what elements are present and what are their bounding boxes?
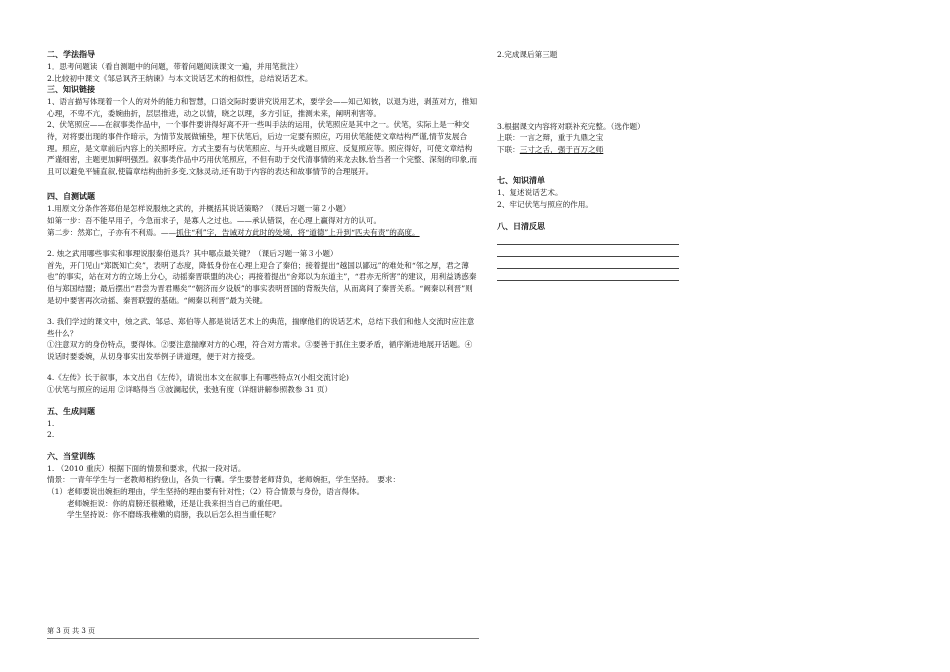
study-guide-item-2: 2.比较初中课文《邹忌讽齐王纳谏》与本文说话艺术的相似性，总结说话艺术。 (47, 73, 313, 83)
section-title-generated-questions: 五、生成问题 (47, 406, 95, 416)
self-test-question-3: 3. 我们学过的课文中，烛之武、邹忌、郑伯等人都是说话艺术上的典范，揣摩他们的说话艺术，总结下我们和他人交流时应注意些什么？ (47, 317, 475, 338)
self-test-question-2: 2. 烛之武用哪些事实和事理说服秦伯退兵？其中哪点最关键？（课后习题一第３小题） (47, 249, 338, 259)
left-column (47, 49, 479, 521)
section-title-daily-reflection: 八、日清反思 (497, 221, 545, 231)
section-title-study-guide: 二、学法指导 (47, 50, 95, 59)
couplet-first-line: 上联：一言之辩，重于九鼎之宝 (497, 133, 604, 143)
section-title-knowledge-list: 七、知识清单 (497, 176, 545, 186)
generated-question-2: 2. (47, 430, 55, 440)
self-test-answer-3: ①注意双方的身份特点，要得体。②要注意揣摩对方的心理，符合对方需求。③要善于抓住主要矛盾，循序渐进地展开话题。④说话时要委婉，从切身事实出发举例子讲道理，便于对方接受。 (47, 340, 473, 361)
practice-requirements: （1）老师要说出婉拒的理由，学生坚持的理由要有针对性；（2）符合情景与身份，语言得体。 (47, 487, 365, 497)
couplet-second-prefix: 下联： (497, 144, 520, 154)
knowledge-list-item-2: 2、牢记伏笔与照应的作用。 (497, 199, 593, 209)
answer-step-2-prefix: 第二步：然郑亡，子亦有不利焉。—— (47, 227, 177, 237)
answer-step-2-underlined: 抓住“利”字，告诫对方此时的处境，将“道德”上升到“匹夫有责”的高度。 (176, 227, 420, 237)
page-footer: 第 3 页 共 3 页 (47, 627, 96, 635)
reflection-line-4[interactable] (497, 269, 679, 281)
self-test-answer-2: 首先，开门见山“郑既知亡矣”，表明了态度，降低身份在心理上迎合了秦伯；接着提出“越国以鄙远”的难处和“邻之厚，君之薄也”的事实，站在对方的立场上分心，动摇秦晋联盟的决心；再接着提出“舍郑以为东道主”，“君亦无所害”的建议，用利益诱惑秦伯与郑国结盟；最后摆出“君尝为晋君赐矣”“朝济而夕设版”的事实表明晋国的背叛失信，从而离间了秦晋关系。“阙秦以利晋”则是切中要害再次动摇、秦晋联盟的基础。“阙秦以利晋”最为关键。 (47, 260, 477, 305)
practice-student-line: 学生坚持说：你不磨练我稚嫩的肩膀，我以后怎么担当重任呢？ (67, 510, 280, 520)
knowledge-list-item-1: 1、复述说话艺术。 (497, 188, 563, 198)
practice-scene: 情景：一青年学生与一老教师相约登山，各负一行囊。学生要替老师背负，老师婉拒，学生坚持。 要求： (47, 475, 401, 485)
task-item-3: 3.根据课文内容将对联补充完整。（选作题） (497, 121, 645, 131)
reflection-line-1[interactable] (497, 233, 679, 245)
practice-question: 1. （2010 重庆）根据下面的情景和要求，代拟一段对话。 (47, 463, 246, 473)
section-title-classroom-practice: 六、当堂训练 (47, 451, 95, 461)
generated-question-1: 1. (47, 418, 55, 428)
self-test-answer-1-step-1: 如第一步：吾不能早用子，今急而求子，是寡人之过也。——承认错误，在心理上赢得对方的认可。 (47, 215, 382, 225)
knowledge-paragraph-1: 1、语言描写体现着一个人的对外的能力和智慧，口语交际时要讲究说用艺术，要学会——知己知彼，以退为进，剥茧对方，推知心理，不卑不亢，委婉曲折，层层推进，动之以情，晓之以理，多方引证，推测未来，阐明利害等。 (47, 97, 478, 118)
self-test-question-1: 1.用原文分条作答郑伯是怎样说服烛之武的，并概括其说话策略？（课后习题一第２小题） (47, 204, 351, 214)
self-test-answer-1-step-2 (47, 227, 479, 239)
self-test-answer-4: ①伏笔与照应的运用 ②详略得当 ③波澜起伏，张弛有度（详细讲解参照教参 31 页） (47, 385, 333, 395)
task-item-2: 2.完成课后第三题 (497, 50, 558, 59)
section-title-self-test: 四、自测试题 (47, 192, 95, 202)
knowledge-paragraph-2: 2、伏笔照应——在叙事类作品中，一个事件要讲得好离不开一些叫手法的运用，伏笔照应是其中之一。伏笔，实际上是一种交待，对将要出现的事件作暗示，为情节发展做铺垫，埋下伏笔后，后边一定要有照应，巧用伏笔能使文章结构严谨,情节发展合理。照应，是文章前后内容上的关照呼应。方式主要有与伏笔照应、与开头或题目照应、反复照应等。照应得好，可使文章结构严谨细密，主题更加鲜明强烈。叙事类作品中巧用伏笔照应，不但有助于交代清事情的来龙去脉,恰当者一个完整、深刻的印象,而且可以避免平铺直叙,使篇章结构曲折多变,文脉灵动,还有助于内容的表达和故事情节的合理展开。 (47, 120, 478, 176)
couplet-second-line (497, 144, 687, 156)
self-test-question-4: 4.《左传》长于叙事，本文出自《左传》，请说出本文在叙事上有哪些特点?(小组交流讨论) (47, 373, 349, 383)
right-column (497, 49, 687, 281)
reflection-line-2[interactable] (497, 245, 679, 257)
footer-divider (47, 638, 479, 639)
reflection-line-3[interactable] (497, 257, 679, 269)
section-title-knowledge-link: 三、知识链接 (47, 85, 95, 95)
couplet-second-answer: 三寸之舌，强于百万之师 (519, 144, 604, 154)
practice-teacher-line: 老师婉拒说：你的肩膀还很稚嫩，还是让我来担当自己的重任吧。 (67, 498, 288, 508)
study-guide-item-1: 1．思考问题读（看自测题中的问题，带着问题阅读课文一遍，并用笔批注） (47, 62, 303, 71)
